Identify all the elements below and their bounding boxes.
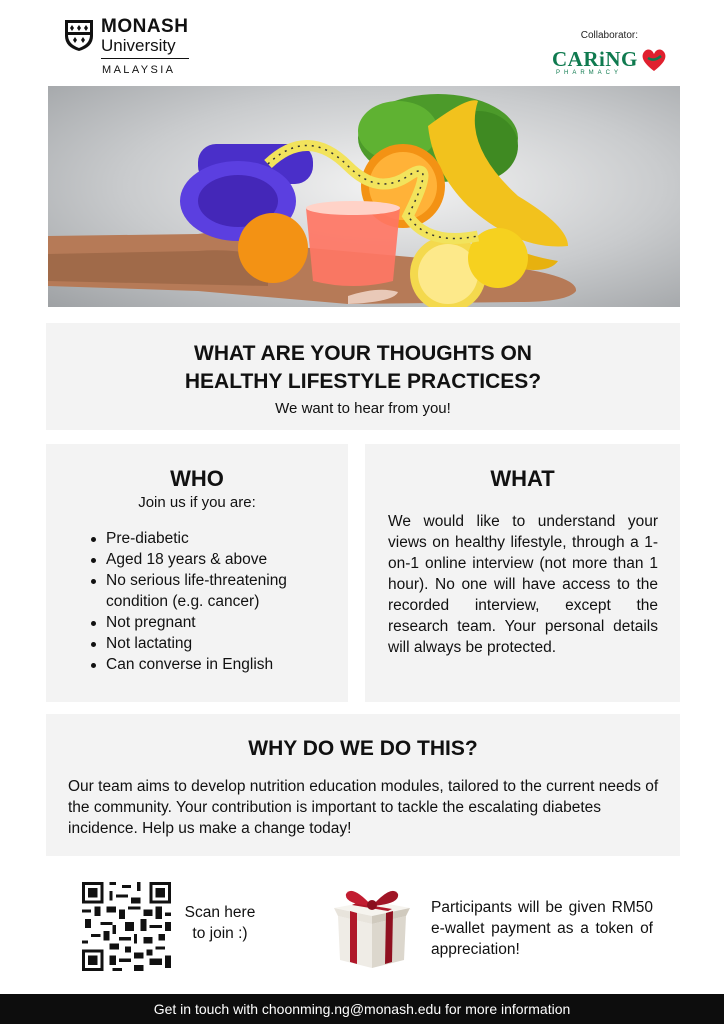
list-item: Not pregnant xyxy=(88,612,338,633)
who-subtitle: Join us if you are: xyxy=(138,494,256,511)
what-body: We would like to understand your views on healthy lifestyle, through a 1-on-1 online interview (not more than 1 hour). No one will have access to the recorded interview, except the research team. Your personal details will always be protected. xyxy=(388,513,658,656)
what-title: WHAT xyxy=(490,466,555,491)
why-title: WHY DO WE DO THIS? xyxy=(248,737,478,760)
qr-code-icon[interactable] xyxy=(82,882,171,971)
eligibility-list xyxy=(88,528,338,675)
healthy-food-illustration-icon xyxy=(48,86,680,307)
collaborator-label: Collaborator: xyxy=(580,30,638,41)
university-name: MONASH xyxy=(101,16,189,37)
heading-panel xyxy=(46,323,680,430)
contact-footer: Get in touch with choonming.ng@monash.edu for more information xyxy=(0,994,724,1024)
what-panel xyxy=(365,444,680,702)
why-body: Our team aims to develop nutrition education modules, tailored to the current needs of the community. Your contribution is important to tackle the escalating diabetes incidence. Help us make a change today! xyxy=(68,778,659,837)
scan-instruction xyxy=(178,902,262,944)
who-panel xyxy=(46,444,348,702)
hero-image xyxy=(48,86,680,307)
university-country: MALAYSIA xyxy=(102,64,176,76)
page-title-line1: WHAT ARE YOUR THOUGHTS ON xyxy=(194,342,532,365)
monash-crest-icon xyxy=(64,18,94,52)
list-item: Can converse in English xyxy=(88,654,338,675)
logo-divider xyxy=(101,58,189,59)
list-item: Not lactating xyxy=(88,633,338,654)
page-title-line2: HEALTHY LIFESTYLE PRACTICES? xyxy=(184,370,542,393)
reward-text: Participants will be given RM50 e-wallet payment as a token of appreciation! xyxy=(431,899,653,958)
collaborator-sub: PHARMACY xyxy=(556,70,623,76)
scan-line2: to join :) xyxy=(192,925,248,942)
scan-line1: Scan here xyxy=(184,904,256,921)
collaborator-name: CARiNG xyxy=(552,47,638,71)
caring-heart-icon xyxy=(640,47,668,73)
list-item: No serious life-threatening condition (e.g. cancer) xyxy=(88,570,338,612)
why-panel xyxy=(46,714,680,856)
monash-logo xyxy=(64,16,194,80)
gift-box-icon xyxy=(326,878,418,970)
university-word: University xyxy=(101,36,176,55)
collaborator-logo xyxy=(552,30,672,85)
list-item: Pre-diabetic xyxy=(88,528,338,549)
page-title xyxy=(46,340,680,396)
list-item: Aged 18 years & above xyxy=(88,549,338,570)
who-title: WHO xyxy=(170,466,224,491)
page-subtitle: We want to hear from you! xyxy=(275,400,451,417)
